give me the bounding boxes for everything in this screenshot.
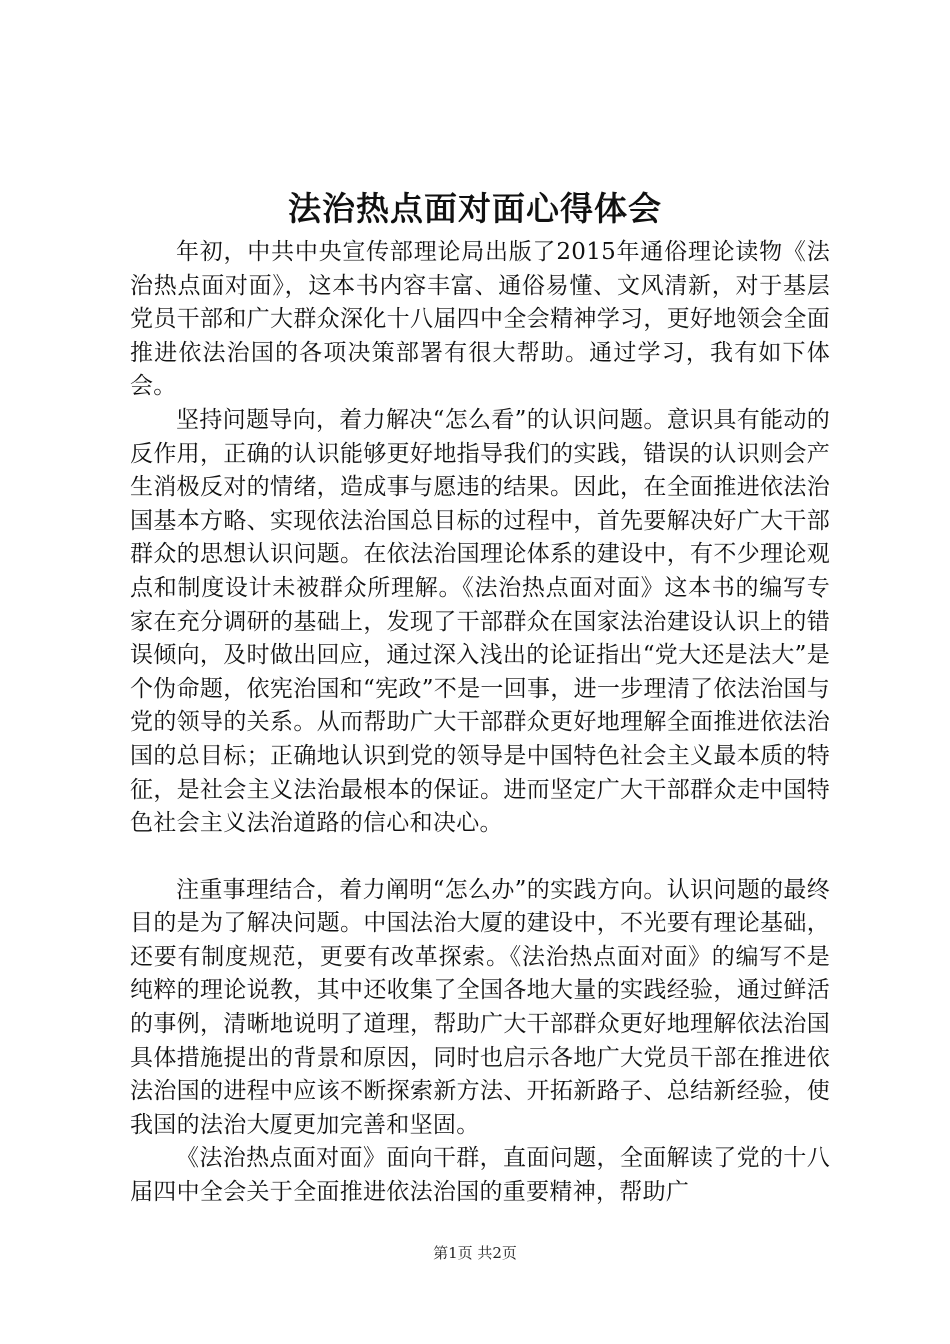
- paragraph-book-summary: 《法治热点面对面》面向干群，直面问题，全面解读了党的十八届四中全会关于全面推进依法治国的重要精神，帮助广: [130, 1145, 830, 1206]
- page-number-footer: 第1页 共2页: [433, 1244, 517, 1262]
- document-title: 法治热点面对面心得体会: [288, 189, 662, 228]
- paragraph-practice-oriented: 注重事理结合，着力阐明“怎么办”的实践方向。认识问题的最终目的是为了解决问题。中国法治大厦的建设中，不光要有理论基础，还要有制度规范，更要有改革探索。《法治热点面对面》的编写不是纯粹的理论说教，其中还收集了全国各地大量的实践经验，通过鲜活的事例，清晰地说明了道理，帮助广大干部群众更好地理解依法治国具体措施提出的背景和原因，同时也启示各地广大党员干部在推进依法治国的进程中应该不断探索新方法、开拓新路子、总结新经验，使我国的法治大厦更加完善和坚固。: [130, 876, 830, 1138]
- paragraph-problem-oriented: 坚持问题导向，着力解决“怎么看”的认识问题。意识具有能动的反作用，正确的认识能够更好地指导我们的实践，错误的认识则会产生消极反对的情绪，造成事与愿违的结果。因此，在全面推进依法治国基本方略、实现依法治国总目标的过程中，首先要解决好广大干部群众的思想认识问题。在依法治国理论体系的建设中，有不少理论观点和制度设计未被群众所理解。《法治热点面对面》这本书的编写专家在充分调研的基础上，发现了干部群众在国家法治建设认识上的错误倾向，及时做出回应，通过深入浅出的论证指出“党大还是法大”是个伪命题，依宪治国和“宪政”不是一回事，进一步理清了依法治国与党的领导的关系。从而帮助广大干部群众更好地理解全面推进依法治国的总目标；正确地认识到党的领导是中国特色社会主义最本质的特征，是社会主义法治最根本的保证。进而坚定广大干部群众走中国特色社会主义法治道路的信心和决心。: [130, 406, 830, 837]
- paragraph-intro: 年初，中共中央宣传部理论局出版了2015年通俗理论读物《法治热点面对面》，这本书内容丰富、通俗易懂、文风清新，对于基层党员干部和广大群众深化十八届四中全会精神学习，更好地领会全面推进依法治国的各项决策部署有很大帮助。通过学习，我有如下体会。: [130, 239, 830, 400]
- document-body: [130, 236, 830, 1210]
